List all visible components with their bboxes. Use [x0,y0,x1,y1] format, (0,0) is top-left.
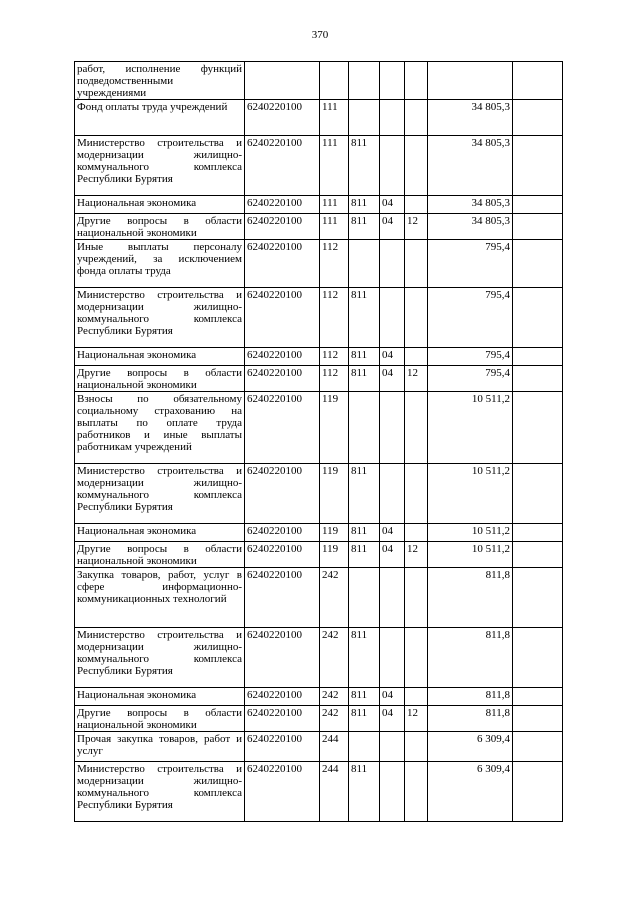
row-extra-cell [513,464,563,524]
row-subsection: 12 [405,214,428,240]
row-target-code: 6240220100 [245,706,320,732]
row-extra-cell [513,348,563,366]
row-section [380,240,405,288]
table-row [75,542,563,568]
row-target-code: 6240220100 [245,628,320,688]
row-subsection [405,392,428,464]
row-amount: 6 309,4 [428,762,513,822]
row-section: 04 [380,348,405,366]
row-section [380,464,405,524]
row-description: Министерство строительства и модернизации жилищно-коммунального комплекса Республики Бурятия [75,628,245,688]
row-extra-cell [513,542,563,568]
row-description: Другие вопросы в области национальной экономики [75,366,245,392]
row-description: работ, исполнение функций подведомственными учреждениями [75,62,245,100]
row-target-code: 6240220100 [245,240,320,288]
row-description: Иные выплаты персоналу учреждений, за исключением фонда оплаты труда [75,240,245,288]
row-target-code: 6240220100 [245,214,320,240]
row-description: Взносы по обязательному социальному страхованию на выплаты по оплате труда работников и иные выплаты работникам учреждений [75,392,245,464]
row-target-code: 6240220100 [245,366,320,392]
row-amount: 10 511,2 [428,524,513,542]
row-expense-type: 119 [320,464,349,524]
row-amount: 6 309,4 [428,732,513,762]
row-department-code [349,100,380,136]
row-expense-type: 112 [320,348,349,366]
row-extra-cell [513,196,563,214]
row-section [380,762,405,822]
row-amount: 34 805,3 [428,196,513,214]
row-target-code: 6240220100 [245,688,320,706]
row-amount: 811,8 [428,568,513,628]
row-amount: 10 511,2 [428,392,513,464]
row-target-code: 6240220100 [245,348,320,366]
row-extra-cell [513,100,563,136]
row-section [380,732,405,762]
table-row [75,762,563,822]
row-extra-cell [513,568,563,628]
table-row [75,214,563,240]
row-expense-type: 242 [320,688,349,706]
row-amount: 811,8 [428,706,513,732]
row-extra-cell [513,214,563,240]
budget-table [74,61,563,822]
table-row [75,348,563,366]
table-row [75,366,563,392]
row-description: Прочая закупка товаров, работ и услуг [75,732,245,762]
row-department-code: 811 [349,688,380,706]
row-section: 04 [380,542,405,568]
row-amount: 34 805,3 [428,136,513,196]
row-expense-type: 111 [320,196,349,214]
row-description: Национальная экономика [75,524,245,542]
row-extra-cell [513,288,563,348]
row-section [380,62,405,100]
row-target-code: 6240220100 [245,568,320,628]
row-extra-cell [513,240,563,288]
row-subsection [405,62,428,100]
row-description: Национальная экономика [75,688,245,706]
row-subsection [405,464,428,524]
row-department-code: 811 [349,196,380,214]
table-row [75,240,563,288]
row-description: Министерство строительства и модернизации жилищно-коммунального комплекса Республики Бурятия [75,464,245,524]
row-subsection [405,288,428,348]
row-department-code: 811 [349,524,380,542]
row-expense-type: 112 [320,366,349,392]
row-expense-type: 111 [320,214,349,240]
row-subsection: 12 [405,706,428,732]
row-subsection [405,688,428,706]
row-department-code: 811 [349,542,380,568]
row-subsection [405,196,428,214]
row-extra-cell [513,706,563,732]
row-description: Другие вопросы в области национальной экономики [75,214,245,240]
row-description: Другие вопросы в области национальной экономики [75,542,245,568]
row-amount: 10 511,2 [428,542,513,568]
row-expense-type: 111 [320,100,349,136]
row-target-code: 6240220100 [245,100,320,136]
row-amount: 34 805,3 [428,100,513,136]
row-extra-cell [513,136,563,196]
row-department-code [349,568,380,628]
row-section [380,288,405,348]
row-expense-type: 242 [320,628,349,688]
row-section: 04 [380,524,405,542]
table-row [75,464,563,524]
row-expense-type: 244 [320,732,349,762]
row-expense-type: 119 [320,524,349,542]
row-section [380,136,405,196]
row-description: Фонд оплаты труда учреждений [75,100,245,136]
row-target-code: 6240220100 [245,136,320,196]
row-subsection [405,628,428,688]
row-target-code: 6240220100 [245,464,320,524]
row-description: Министерство строительства и модернизации жилищно-коммунального комплекса Республики Бурятия [75,288,245,348]
row-target-code: 6240220100 [245,196,320,214]
row-section [380,100,405,136]
table-row [75,392,563,464]
row-amount: 795,4 [428,348,513,366]
row-section [380,392,405,464]
row-target-code: 6240220100 [245,524,320,542]
row-department-code: 811 [349,348,380,366]
row-extra-cell [513,366,563,392]
table-row [75,688,563,706]
row-subsection [405,100,428,136]
table-row [75,196,563,214]
row-extra-cell [513,392,563,464]
row-department-code: 811 [349,366,380,392]
table-row [75,706,563,732]
row-target-code: 6240220100 [245,288,320,348]
row-description: Министерство строительства и модернизации жилищно-коммунального комплекса Республики Бурятия [75,762,245,822]
row-department-code [349,732,380,762]
row-department-code: 811 [349,288,380,348]
table-row [75,732,563,762]
row-extra-cell [513,732,563,762]
row-subsection [405,732,428,762]
row-description: Национальная экономика [75,196,245,214]
row-subsection [405,348,428,366]
row-department-code: 811 [349,464,380,524]
row-amount: 795,4 [428,366,513,392]
row-department-code: 811 [349,628,380,688]
row-target-code: 6240220100 [245,542,320,568]
row-target-code [245,62,320,100]
row-subsection [405,136,428,196]
row-target-code: 6240220100 [245,762,320,822]
row-section: 04 [380,366,405,392]
row-amount: 811,8 [428,688,513,706]
row-extra-cell [513,762,563,822]
row-section: 04 [380,214,405,240]
row-extra-cell [513,524,563,542]
table-row [75,62,563,100]
row-department-code [349,240,380,288]
page-number: 370 [311,29,329,41]
row-subsection: 12 [405,542,428,568]
table-row [75,628,563,688]
row-amount: 10 511,2 [428,464,513,524]
row-section: 04 [380,706,405,732]
row-subsection: 12 [405,366,428,392]
row-subsection [405,524,428,542]
row-expense-type: 112 [320,240,349,288]
row-section [380,628,405,688]
row-expense-type: 112 [320,288,349,348]
row-target-code: 6240220100 [245,392,320,464]
row-section: 04 [380,196,405,214]
row-extra-cell [513,62,563,100]
row-expense-type [320,62,349,100]
row-expense-type: 244 [320,762,349,822]
row-expense-type: 119 [320,392,349,464]
row-amount: 34 805,3 [428,214,513,240]
row-subsection [405,762,428,822]
row-expense-type: 119 [320,542,349,568]
row-expense-type: 242 [320,706,349,732]
row-amount: 795,4 [428,288,513,348]
row-extra-cell [513,628,563,688]
table-row [75,524,563,542]
row-expense-type: 111 [320,136,349,196]
row-description: Национальная экономика [75,348,245,366]
table-row [75,288,563,348]
row-section [380,568,405,628]
row-amount: 795,4 [428,240,513,288]
table-row [75,100,563,136]
row-expense-type: 242 [320,568,349,628]
row-subsection [405,240,428,288]
table-row [75,136,563,196]
row-description: Министерство строительства и модернизации жилищно-коммунального комплекса Республики Бурятия [75,136,245,196]
row-subsection [405,568,428,628]
row-department-code: 811 [349,706,380,732]
row-amount: 811,8 [428,628,513,688]
table-row [75,568,563,628]
row-description: Другие вопросы в области национальной экономики [75,706,245,732]
row-department-code: 811 [349,136,380,196]
row-extra-cell [513,688,563,706]
row-amount [428,62,513,100]
row-department-code: 811 [349,214,380,240]
row-department-code: 811 [349,762,380,822]
row-department-code [349,392,380,464]
row-target-code: 6240220100 [245,732,320,762]
row-section: 04 [380,688,405,706]
row-description: Закупка товаров, работ, услуг в сфере информационно-коммуникационных технологий [75,568,245,628]
row-department-code [349,62,380,100]
